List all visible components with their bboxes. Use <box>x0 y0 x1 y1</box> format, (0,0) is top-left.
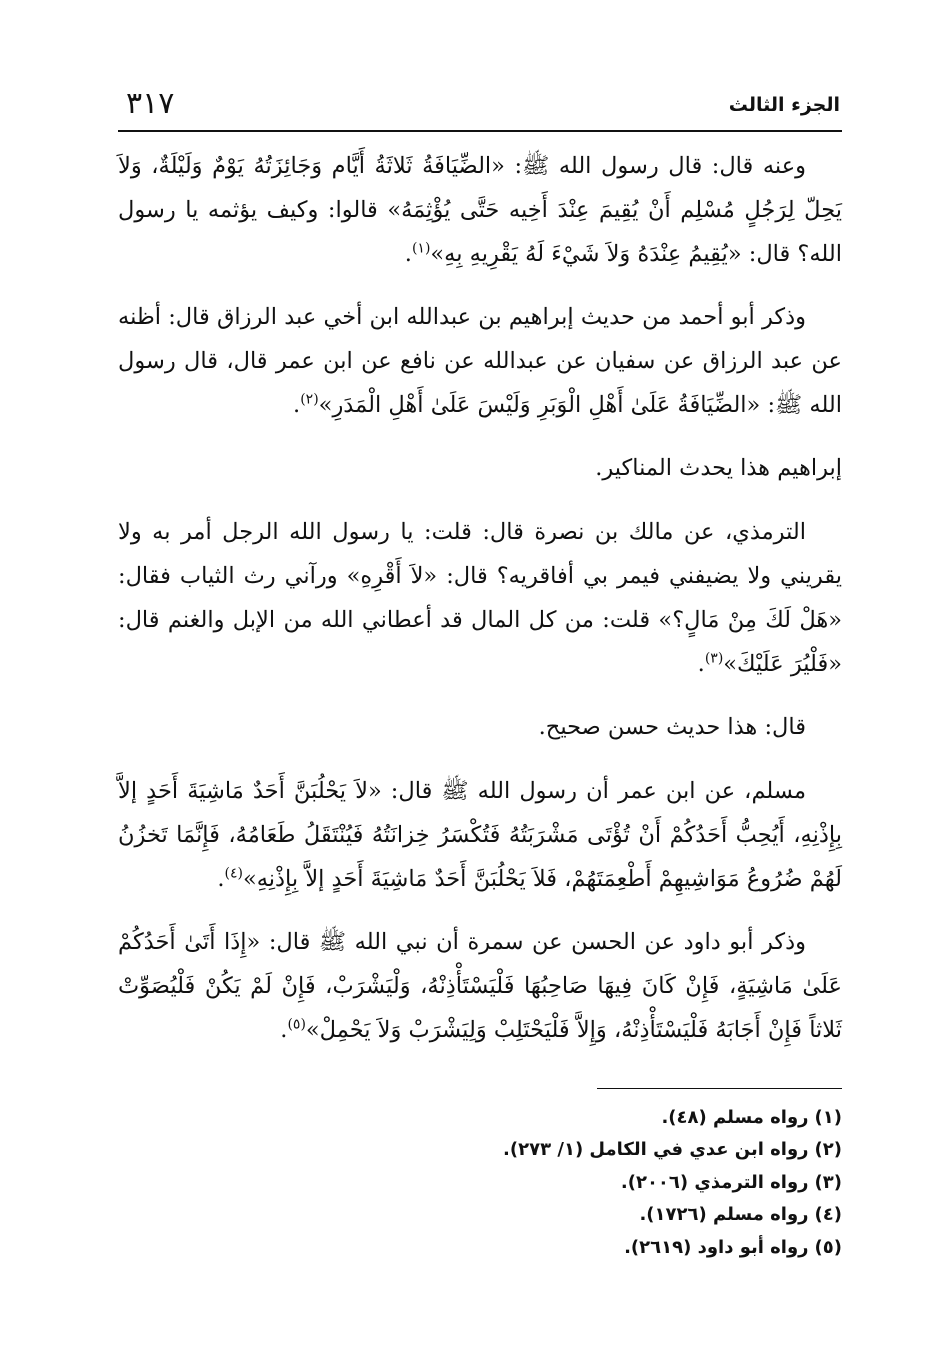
footnote-ref: (٢) <box>300 391 319 408</box>
paragraph-text: مسلم، عن ابن عمر أن رسول الله ﷺ قال: «لاَ يَحْلُبَنَّ أَحَدٌ مَاشِيَةَ أَحَدٍ إلاَّ بِإِذْنِهِ، أَيُحِبُّ أَحَدُكُمْ أَنْ تُؤْتَى مَشْرَبَتُهُ فَتُكْسَرُ خِزانَتُهُ فَيُنْتَقَلُ طَعَامُهُ، فَإِنَّمَا تَخزُنُ لَهُمْ ضُرُوعُ مَوَاشِيهِمْ أَطْعِمَتَهُمْ، فَلاَ يَحْلُبَنَّ أَحَدٌ مَاشِيَةَ أَحَدٍ إلاَّ بِإِذْنِهِ» <box>118 778 842 892</box>
paragraph-text: الترمذي، عن مالك بن نصرة قال: قلت: يا رسول الله الرجل أمر به ولا يقريني ولا يضيفني فيمر بي أفاقريه؟ قال: «لاَ أَقْرِهِ» ورآني رث الثياب فقال: «هَلْ لَكَ مِنْ مَالٍ؟» قلت: من كل المال قد أعطاني الله من الإبل والغنم قال: «فَلْيُرَ عَلَيْكَ» <box>118 519 842 677</box>
footnote-separator <box>597 1088 842 1089</box>
footnote-mark: (٤) <box>814 1204 842 1226</box>
footnote-mark: (٥) <box>814 1236 842 1258</box>
paragraph-grading <box>118 705 842 749</box>
paragraph-text: وعنه قال: قال رسول الله ﷺ: «الضِّيَافَةُ ثَلاثَةُ أَيَّام وَجَائِزَتُهُ يَوْمٌ وَلَيْلَةٌ، وَلاَ يَحِلّ لِرَجُلٍ مُسْلِم أَنْ يُقِيمَ عِنْدَ أَخِيه حَتَّى يُؤْثِمَهُ» قالوا: وكيف يؤثمه يا رسول الله؟ قال: «يُقِيمُ عِنْدَهُ وَلاَ شَيْءَ لَهُ يَقْرِيهِ بِهِ» <box>118 153 842 267</box>
paragraph-text: وذكر أبو أحمد من حديث إبراهيم بن عبدالله ابن أخي عبد الرزاق قال: أظنه عن عبد الرزاق عن سفيان عن عبدالله عن نافع عن ابن عمر قال، قال رسول الله ﷺ: «الضِّيَافَةُ عَلَىٰ أَهْلِ الْوَبَرِ وَلَيْسَ عَلَىٰ أَهْلِ الْمَدَرِ» <box>118 304 842 418</box>
footnote-mark: (١) <box>814 1107 842 1128</box>
footnote-text: رواه الترمذي (٢٠٠٦). <box>620 1171 809 1193</box>
paragraph-text: إبراهيم هذا يحدث المناكير. <box>595 455 842 481</box>
footnote-item <box>118 1134 842 1166</box>
paragraph-text: قال: هذا حديث حسن صحيح. <box>538 714 806 740</box>
paragraph-text: وذكر أبو داود عن الحسن عن سمرة أن نبي الله ﷺ قال: «إِذَا أَتَىٰ أَحَدُكُمْ عَلَىٰ مَاشِيَةٍ، فَإِنْ كَانَ فِيهَا صَاحِبُهَا فَلْيَسْتَأْذِنْهُ، وَلْيَشْرَبْ، فَإِنْ لَمْ يَكُنْ فَلْيُصَوِّتْ ثَلاثاً فَإِنْ أَجَابَهُ فَلْيَسْتَأْذِنْهُ، وَإِلاَّ فَلْيَحْتَلِبْ وَلِيَشْرَبْ وَلاَ يَحْمِلْ» <box>118 929 842 1043</box>
footnotes-list <box>118 1102 842 1264</box>
paragraph-abu-ahmad: وذكر أبو أحمد من حديث إبراهيم بن عبدالله ابن أخي عبد الرزاق قال: أظنه عن عبد الرزاق عن سفيان عن عبدالله عن نافع عن ابن عمر قال، قال رسول الله ﷺ: «الضِّيَافَةُ عَلَىٰ أَهْلِ الْوَبَرِ وَلَيْسَ عَلَىٰ أَهْلِ الْمَدَرِ»$^{(٢)}$. <box>118 304 842 418</box>
footnote-item <box>118 1167 842 1199</box>
footnote-ref: (٣) <box>704 650 724 667</box>
page-header <box>118 84 842 132</box>
paragraph-muslim: مسلم، عن ابن عمر أن رسول الله ﷺ قال: «لاَ يَحْلُبَنَّ أَحَدٌ مَاشِيَةَ أَحَدٍ إلاَّ بِإِذْنِهِ، أَيُحِبُّ أَحَدُكُمْ أَنْ تُؤْتَى مَشْرَبَتُهُ فَتُكْسَرُ خِزانَتُهُ فَيُنْتَقَلُ طَعَامُهُ، فَإِنَّمَا تَخزُنُ لَهُمْ ضُرُوعُ مَوَاشِيهِمْ أَطْعِمَتَهُمْ، فَلاَ يَحْلُبَنَّ أَحَدٌ مَاشِيَةَ أَحَدٍ إلاَّ بِإِذْنِهِ»$^{(٤)}$. <box>118 778 842 892</box>
paragraph-hadith-hospitality: وعنه قال: قال رسول الله ﷺ: «الضِّيَافَةُ ثَلاثَةُ أَيَّام وَجَائِزَتُهُ يَوْمٌ وَلَيْلَةٌ، وَلاَ يَحِلّ لِرَجُلٍ مُسْلِم أَنْ يُقِيمَ عِنْدَ أَخِيه حَتَّى يُؤْثِمَهُ» قالوا: وكيف يؤثمه يا رسول الله؟ قال: «يُقِيمُ عِنْدَهُ وَلاَ شَيْءَ لَهُ يَقْرِيهِ بِهِ»$^{(١)}$. <box>118 153 842 267</box>
footnote-ref: (٥) <box>287 1016 306 1033</box>
footnote-text: رواه مسلم (٤٨). <box>661 1107 809 1128</box>
footnote-text: رواه أبو داود (٢٦١٩). <box>624 1236 809 1258</box>
footnote-text: رواه مسلم (١٧٢٦). <box>639 1204 809 1226</box>
book-page <box>118 84 842 1304</box>
footnote-ref: (٤) <box>224 865 243 882</box>
footnote-mark: (٣) <box>814 1171 842 1193</box>
footnote-ref: (١) <box>411 240 431 257</box>
paragraph-tirmidhi: الترمذي، عن مالك بن نصرة قال: قلت: يا رسول الله الرجل أمر به ولا يقريني ولا يضيفني فيمر بي أفاقريه؟ قال: «لاَ أَقْرِهِ» ورآني رث الثياب فقال: «هَلْ لَكَ مِنْ مَالٍ؟» قلت: من كل المال قد أعطاني الله من الإبل والغنم قال: «فَلْيُرَ عَلَيْكَ»$^{(٣)}$. <box>118 519 842 677</box>
paragraph-abu-dawud: وذكر أبو داود عن الحسن عن سمرة أن نبي الله ﷺ قال: «إِذَا أَتَىٰ أَحَدُكُمْ عَلَىٰ مَاشِيَةٍ، فَإِنْ كَانَ فِيهَا صَاحِبُهَا فَلْيَسْتَأْذِنْهُ، وَلْيَشْرَبْ، فَإِنْ لَمْ يَكُنْ فَلْيُصَوِّتْ ثَلاثاً فَإِنْ أَجَابَهُ فَلْيَسْتَأْذِنْهُ، وَإِلاَّ فَلْيَحْتَلِبْ وَلِيَشْرَبْ وَلاَ يَحْمِلْ»$^{(٥)}$. <box>118 929 842 1043</box>
page-number: ٣١٧ <box>126 86 175 121</box>
paragraph-ibrahim-note <box>118 446 842 490</box>
running-head: الجزء الثالث <box>728 94 840 116</box>
footnote-item <box>118 1232 842 1264</box>
footnote-text: رواه ابن عدي في الكامل (١/ ٢٧٣). <box>503 1139 809 1161</box>
main-text <box>118 144 842 1071</box>
footnote-item <box>118 1199 842 1231</box>
footnote-item <box>118 1102 842 1134</box>
footnote-mark: (٢) <box>814 1139 842 1161</box>
